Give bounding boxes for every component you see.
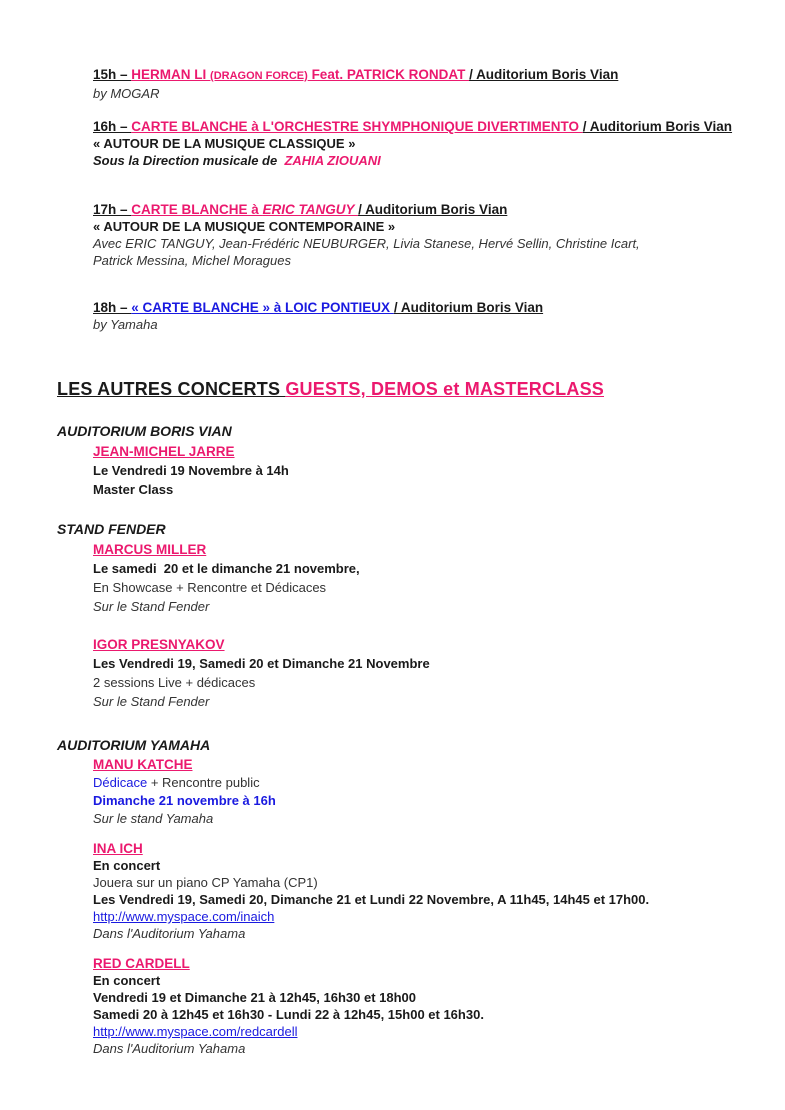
artist-name [93, 756, 749, 774]
schedule-entry-heading [93, 66, 749, 85]
entry-note: by Yamaha [93, 317, 158, 332]
artist-date: Les Vendredi 19, Samedi 20 et Dimanche 21 Novembre [93, 656, 430, 671]
venue-auditorium-boris-vian [57, 422, 749, 499]
artist-date-line1: Vendredi 19 et Dimanche 21 à 12h45, 16h30 et 18h00 [93, 990, 417, 1005]
artist-url-line [93, 908, 749, 925]
schedule-entry-heading [93, 118, 749, 135]
artist-location: Sur le stand Yamaha [93, 811, 214, 826]
artist-manu-katche [93, 756, 749, 828]
dedicace-label: Dédicace [93, 775, 148, 790]
venue-label: / Auditorium Boris Vian [393, 300, 544, 315]
entry-note: by MOGAR [93, 86, 160, 101]
artist-name [93, 442, 749, 461]
entry-performers-line1: Avec ERIC TANGUY, Jean-Frédéric NEUBURGER, Livia Stanese, Hervé Sellin, Christine Icart, [93, 236, 640, 251]
artist-link-loic-pontieux[interactable]: « CARTE BLANCHE » à LOIC PONTIEUX [131, 300, 394, 315]
artist-igor-presnyakov [93, 635, 749, 711]
artist-jean-michel-jarre [93, 442, 749, 499]
schedule-entry-16h [93, 118, 749, 169]
artist-location: Sur le Stand Fender [93, 599, 210, 614]
artist-band-label[interactable]: (DRAGON FORCE) [210, 70, 308, 82]
entry-performers-line2: Patrick Messina, Michel Moragues [93, 253, 291, 268]
conductor-name: ZAHIA ZIOUANI [284, 153, 381, 168]
artist-name-link[interactable]: MANU KATCHE [93, 757, 193, 772]
venue-title: AUDITORIUM YAMAHA [57, 737, 211, 753]
entry-note [93, 152, 749, 169]
artist-event-type: En concert [93, 973, 161, 988]
artist-name [93, 540, 749, 559]
entry-theme: « AUTOUR DE LA MUSIQUE CONTEMPORAINE » [93, 219, 396, 234]
venue-title: AUDITORIUM BORIS VIAN [57, 423, 232, 439]
artist-link-carte-blanche[interactable]: CARTE BLANCHE à [131, 202, 263, 217]
artist-date: Le samedi 20 et le dimanche 21 novembre, [93, 561, 360, 576]
artist-name-link[interactable]: RED CARDELL [93, 956, 190, 971]
artist-date: Dimanche 21 novembre à 16h [93, 793, 276, 808]
artist-url-line [93, 1023, 749, 1040]
artist-red-cardell [93, 955, 749, 1057]
artist-link-herman-li[interactable]: HERMAN LI [131, 67, 211, 82]
time-label: 15h – [93, 67, 132, 82]
direction-label: Sous la Direction musicale de [93, 153, 285, 168]
artist-instrument-note: Jouera sur un piano CP Yamaha (CP1) [93, 875, 318, 890]
schedule-entry-18h [93, 299, 749, 333]
artist-name [93, 840, 749, 857]
myspace-link-inaich[interactable]: http://www.myspace.com/inaich [93, 909, 275, 924]
artist-event-type: Master Class [93, 482, 174, 497]
artist-marcus-miller [93, 540, 749, 616]
artist-name [93, 635, 749, 654]
venue-auditorium-yamaha [57, 736, 749, 1057]
artist-location: Dans l'Auditorium Yahama [93, 1041, 246, 1056]
artist-name-link[interactable]: MARCUS MILLER [93, 542, 207, 557]
venue-title: STAND FENDER [57, 521, 166, 537]
schedule-section [93, 66, 749, 333]
artist-event-type: En concert [93, 858, 161, 873]
section-heading [57, 377, 749, 401]
artist-name [93, 955, 749, 972]
artist-date-line2: Samedi 20 à 12h45 et 16h30 - Lundi 22 à 12h45, 15h00 et 16h30. [93, 1007, 484, 1022]
event-type-rest: + Rencontre public [147, 775, 260, 790]
artist-link-divertimento[interactable]: CARTE BLANCHE à L'ORCHESTRE SHYMPHONIQUE DIVERTIMENTO [131, 119, 583, 134]
artist-event-type: En Showcase + Rencontre et Dédicaces [93, 580, 327, 595]
artist-name-link[interactable]: IGOR PRESNYAKOV [93, 637, 225, 652]
venue-label: / Auditorium Boris Vian [582, 119, 733, 134]
section-heading-black: LES AUTRES CONCERTS [57, 379, 286, 399]
time-label: 16h – [93, 119, 132, 134]
artist-link-eric-tanguy[interactable]: ERIC TANGUY [262, 202, 359, 217]
schedule-entry-17h [93, 201, 749, 269]
myspace-link-redcardell[interactable]: http://www.myspace.com/redcardell [93, 1024, 298, 1039]
artist-ina-ich [93, 840, 749, 942]
artist-location: Dans l'Auditorium Yahama [93, 926, 246, 941]
artist-event-type [93, 774, 749, 792]
venue-stand-fender [57, 520, 749, 711]
time-label: 17h – [93, 202, 132, 217]
schedule-entry-heading [93, 299, 749, 316]
artist-date: Les Vendredi 19, Samedi 20, Dimanche 21 et Lundi 22 Novembre, A 11h45, 14h45 et 17h00. [93, 892, 650, 907]
venue-label: / Auditorium Boris Vian [469, 67, 619, 82]
time-label: 18h – [93, 300, 132, 315]
artist-location: Sur le Stand Fender [93, 694, 210, 709]
artist-date: Le Vendredi 19 Novembre à 14h [93, 463, 289, 478]
artist-name-link[interactable]: INA ICH [93, 841, 143, 856]
schedule-entry-15h [93, 66, 749, 102]
venue-label: / Auditorium Boris Vian [358, 202, 508, 217]
section-heading-pink: GUESTS, DEMOS et MASTERCLASS [285, 379, 604, 399]
schedule-entry-heading [93, 201, 749, 218]
artist-name-link[interactable]: JEAN-MICHEL JARRE [93, 444, 235, 459]
artist-event-type: 2 sessions Live + dédicaces [93, 675, 256, 690]
entry-theme: « AUTOUR DE LA MUSIQUE CLASSIQUE » [93, 136, 356, 151]
artist-link-patrick-rondat[interactable]: Feat. PATRICK RONDAT [307, 67, 470, 82]
